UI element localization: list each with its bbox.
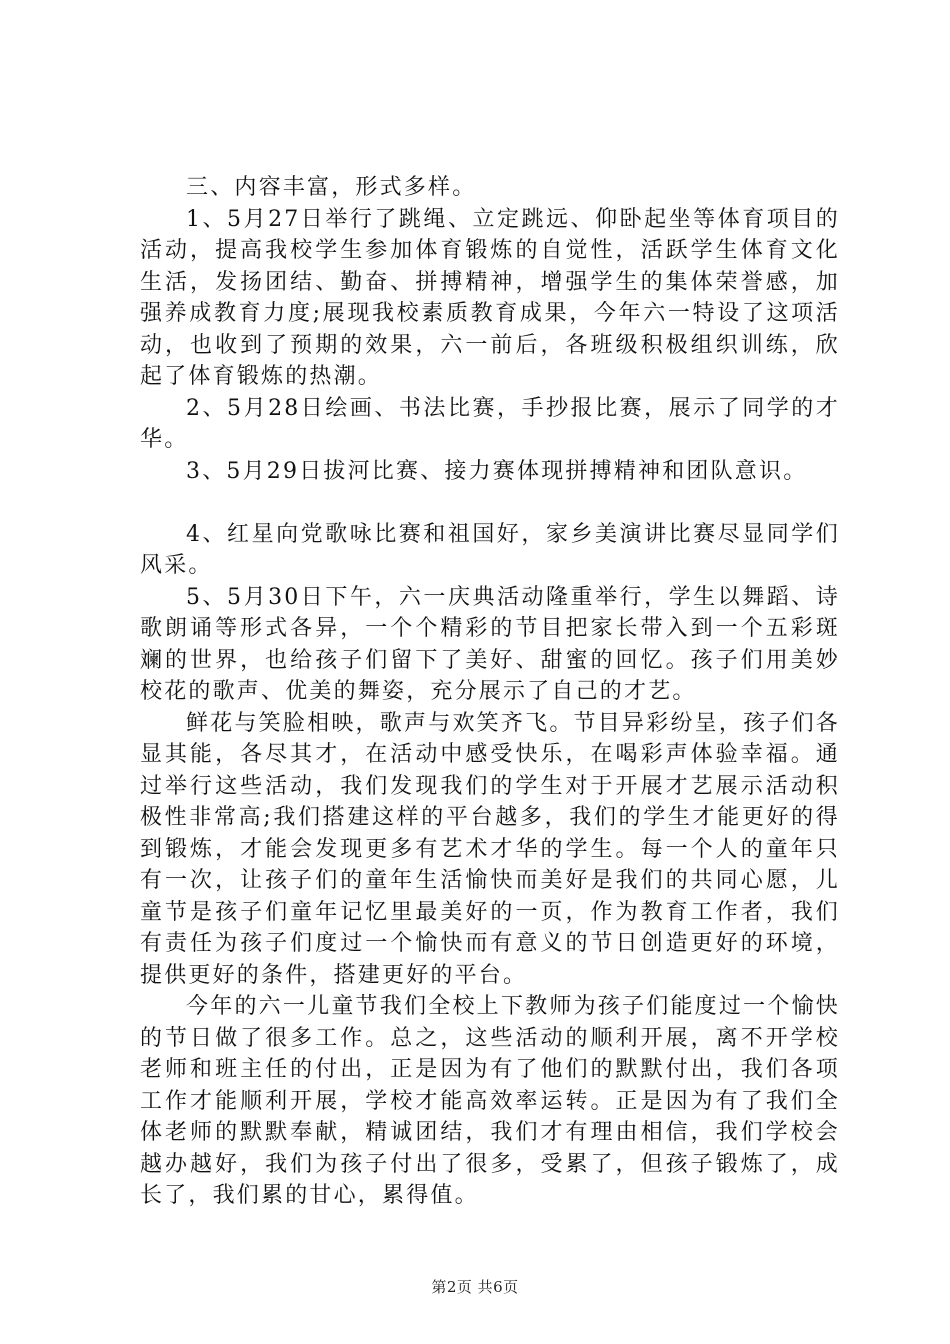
- paragraph-item-3: 3、5月29日拔河比赛、接力赛体现拼搏精神和团队意识。: [186, 458, 808, 484]
- paragraph-conclusion: 今年的六一儿童节我们全校上下教师为孩子们能度过一个愉快的节日做了很多工作。总之，这些活动的顺利开展，离不开学校老师和班主任的付出，正是因为有了他们的默默付出，我们各项工作才能顺利开展，学校才能高效率运转。正是因为有了我们全体老师的默默奉献，精诚团结，我们才有理由相信，我们学校会越办越好，我们为孩子付出了很多，受累了，但孩子锻炼了，成长了，我们累的甘心，累得值。: [140, 994, 840, 1208]
- paragraph-item-1: 1、5月27日举行了跳绳、立定跳远、仰卧起坐等体育项目的活动，提高我校学生参加体育锻炼的自觉性，活跃学生体育文化生活，发扬团结、勤奋、拼搏精神，增强学生的集体荣誉感，加强养成教育力度;展现我校素质教育成果，今年六一特设了这项活动，也收到了预期的效果，六一前后，各班级积极组织训练，欣起了体育锻炼的热潮。: [140, 206, 840, 389]
- paragraph-item-2: 2、5月28日绘画、书法比赛，手抄报比赛，展示了同学的才华。: [140, 395, 840, 452]
- paragraph-item-5: 5、5月30日下午，六一庆典活动隆重举行，学生以舞蹈、诗歌朗诵等形式各异，一个个精彩的节目把家长带入到一个五彩斑斓的世界，也给孩子们留下了美好、甜蜜的回忆。孩子们用美妙校花的歌声、优美的舞姿，充分展示了自己的才艺。: [140, 584, 840, 704]
- paragraph-reflection: 鲜花与笑脸相映，歌声与欢笑齐飞。节目异彩纷呈，孩子们各显其能，各尽其才，在活动中感受快乐，在喝彩声体验幸福。通过举行这些活动，我们发现我们的学生对于开展才艺展示活动积极性非常高;我们搭建这样的平台越多，我们的学生才能更好的得到锻炼，才能会发现更多有艺术才华的学生。每一个人的童年只有一次，让孩子们的童年生活愉快而美好是我们的共同心愿，儿童节是孩子们童年记忆里最美好的一页，作为教育工作者，我们有责任为孩子们度过一个愉快而有意义的节日创造更好的环境，提供更好的条件，搭建更好的平台。: [140, 710, 840, 988]
- section-heading: 三、内容丰富，形式多样。: [186, 175, 477, 200]
- document-body: [140, 172, 840, 1212]
- page-number-footer: 第2页 共6页: [431, 1278, 519, 1296]
- paragraph-item-4: 4、红星向党歌咏比赛和祖国好，家乡美演讲比赛尽显同学们风采。: [140, 521, 840, 578]
